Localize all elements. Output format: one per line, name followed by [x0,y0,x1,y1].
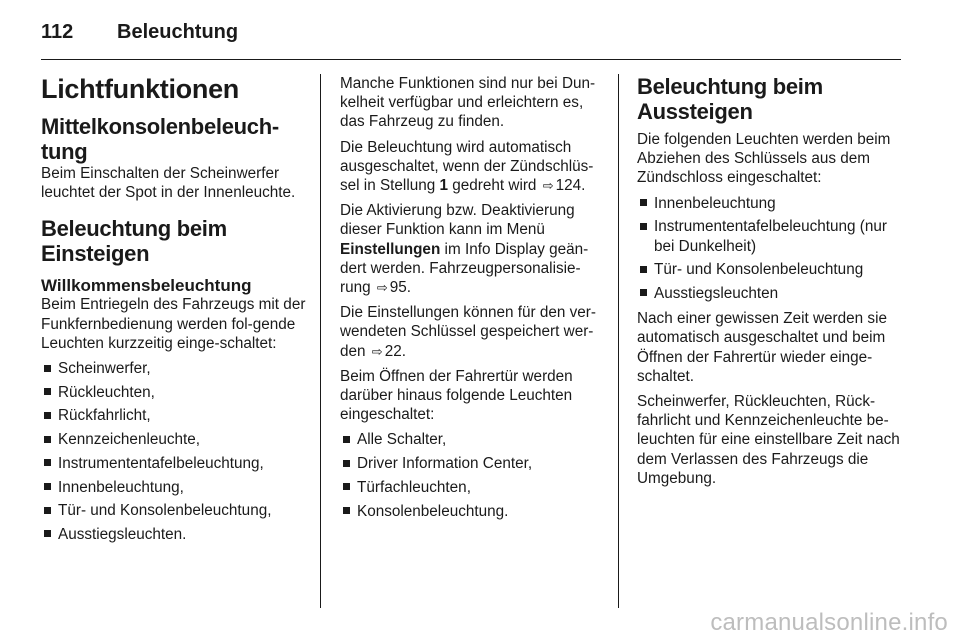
list-item: Rückleuchten, [41,383,309,402]
heading-einsteigen: Beleuchtung beim Einsteigen [41,216,227,267]
text-ausschaltzeit: Nach einer gewissen Zeit werden sie automatisch ausgeschaltet und beim Öffnen der Fahrertür wieder einge-schaltet. [637,310,887,385]
heading-aussteigen: Beleuchtung beim Aussteigen [637,74,823,124]
bullet-icon [640,289,647,296]
text-aktivierung: Die Aktivierung bzw. Deaktivierung dieser Funktion kann im Menü Einstellungen im Info Display geän-dert werden. Fahrzeugpersonalisie-rung ⇨ 95. [340,202,589,297]
bullet-icon [44,459,51,466]
bullet-icon [343,483,350,490]
bullet-icon [44,483,51,490]
list-item: Ausstiegsleuchten [637,284,905,303]
text-mittelkonsole: Beim Einschalten der Scheinwerfer leuchtet der Spot in der Innenleuchte. [41,165,296,202]
bullet-icon [44,436,51,443]
list-item: Türfachleuchten, [340,478,608,497]
page-number: 112 [41,21,74,43]
bullet-icon [343,436,350,443]
page-header [41,16,901,50]
list-item: Kennzeichenleuchte, [41,430,309,449]
list-item: Alle Schalter, [340,430,608,449]
list-item: Scheinwerfer, [41,359,309,378]
text-aussteigen: Die folgenden Leuchten werden beim Abziehen des Schlüssels aus dem Zündschloss eingeschaltet: [637,131,891,187]
text-dunkelheit: Manche Funktionen sind nur bei Dun-kelheit verfügbar und erleichtern es, das Fahrzeug zu finden. [340,75,596,131]
header-divider [41,59,901,60]
bullet-icon [44,412,51,419]
list-item: Instrumententafelbeleuchtung (nur bei Dunkelheit) [637,217,905,255]
section-title: Lichtfunktionen [41,74,239,104]
text-umgebung: Scheinwerfer, Rückleuchten, Rück-fahrlicht und Kennzeichenleuchte be-leuchten für eine einstellbare Zeit nach dem Verlassen des Fahrzeugs die Umgebung. [637,392,900,487]
arrow-reference-icon: ⇨ [542,178,554,194]
list-einsteigen [41,359,309,544]
list-item: Konsolenbeleuchtung. [340,502,608,521]
bullet-icon [343,507,350,514]
bullet-icon [44,365,51,372]
watermark: carmanualsonline.info [710,609,948,636]
arrow-reference-icon: ⇨ [376,280,388,296]
bullet-icon [44,507,51,514]
column-divider [618,74,619,608]
bullet-icon [44,388,51,395]
arrow-reference-icon: ⇨ [371,343,383,359]
column-divider [320,74,321,608]
subheading-willkommen: Willkommensbeleuchtung [41,276,252,296]
column-1 [41,74,309,550]
text-fahrertuer: Beim Öffnen der Fahrertür werden darüber hinaus folgende Leuchten eingeschaltet: [340,367,573,424]
column-2 [340,74,608,527]
list-item: Driver Information Center, [340,454,608,473]
bullet-icon [640,266,647,273]
bullet-icon [640,223,647,230]
list-item: Tür- und Konsolenbeleuchtung, [41,501,309,520]
list-item: Ausstiegsleuchten. [41,525,309,544]
list-fahrertuer [340,430,608,520]
heading-mittelkonsole: Mittelkonsolenbeleuch- tung [41,114,279,164]
bullet-icon [640,199,647,206]
text-ausschalten: Die Beleuchtung wird automatisch ausgeschaltet, wenn der Zündschlüs-sel in Stellung 1 gedreht wird ⇨ 124. [340,138,594,195]
column-3 [637,74,905,494]
bullet-icon [44,530,51,537]
text-willkommen: Beim Entriegeln des Fahrzeugs mit der Funkfernbedienung werden fol-gende Leuchten kurzzeitig einge-schaltet: [41,296,306,352]
text-einstellungen: Die Einstellungen können für den ver-wendeten Schlüssel gespeichert wer-den ⇨ 22. [340,304,596,360]
list-item: Tür- und Konsolenbeleuchtung [637,260,905,279]
bullet-icon [343,460,350,467]
list-item: Rückfahrlicht, [41,406,309,425]
list-item: Innenbeleuchtung, [41,478,309,497]
list-item: Innenbeleuchtung [637,194,905,213]
list-aussteigen [637,194,905,304]
list-item: Instrumententafelbeleuchtung, [41,454,309,473]
chapter-title: Beleuchtung [117,21,239,43]
